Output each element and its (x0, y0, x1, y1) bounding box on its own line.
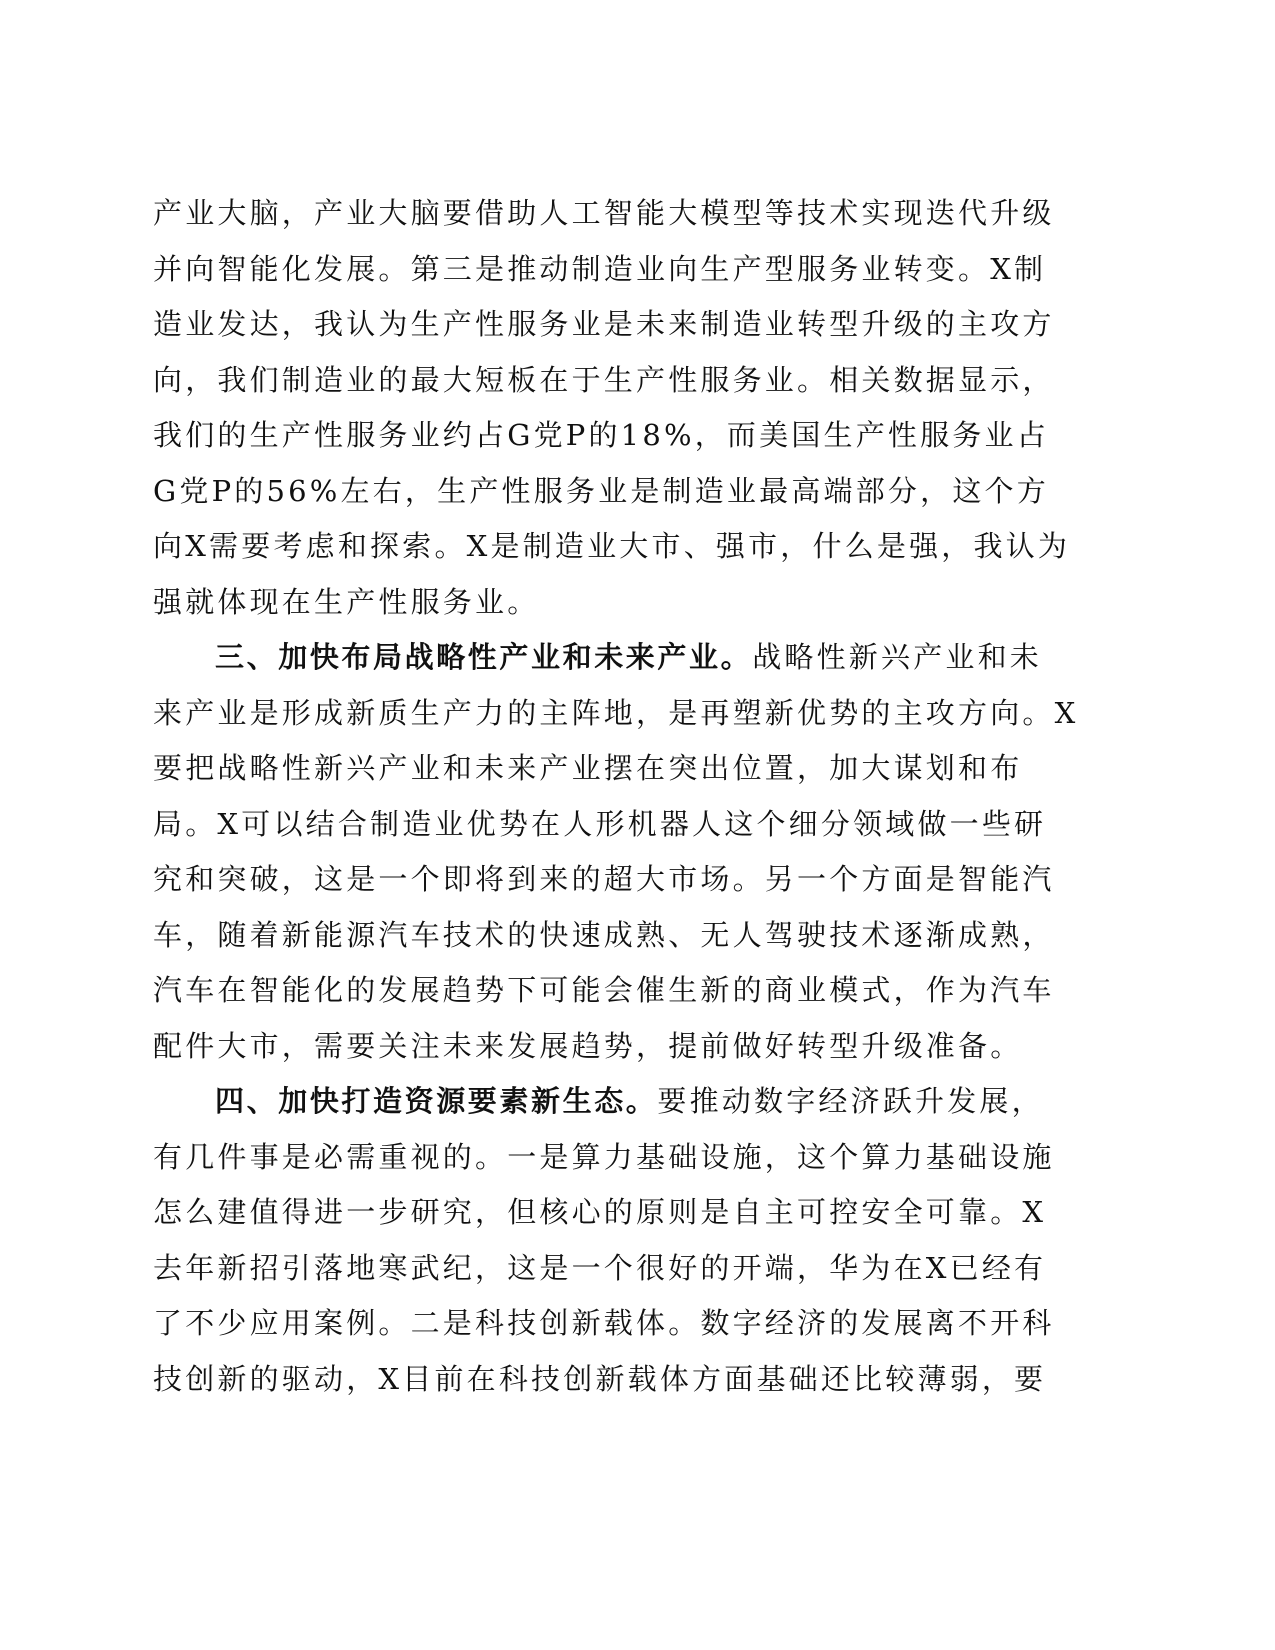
text-line: 产业大脑，产业大脑要借助人工智能大模型等技术实现迭代升级 (153, 196, 1055, 230)
section-heading-strategic-industries: 三、加快布局战略性产业和未来产业。 (215, 640, 753, 674)
text-line: 并向智能化发展。第三是推动制造业向生产型服务业转变。X制 (153, 251, 1047, 286)
text-line: 向，我们制造业的最大短板在于生产性服务业。相关数据显示， (153, 362, 1055, 397)
text-line: G党P的56%左右，生产性服务业是制造业最高端部分，这个方 (153, 473, 1049, 508)
text-line: 究和突破，这是一个即将到来的超大市场。另一个方面是智能汽 (153, 862, 1055, 896)
text-line: 向X需要考虑和探索。X是制造业大市、强市，什么是强，我认为 (153, 529, 1071, 563)
paragraph-strategic-industries (153, 630, 1098, 1074)
text-line: 配件大市，需要关注未来发展趋势，提前做好转型升级准备。 (153, 1028, 1023, 1063)
text-line: 怎么建值得进一步研究，但核心的原则是自主可控安全可靠。X (153, 1195, 1047, 1229)
text-line: 强就体现在生产性服务业。 (153, 584, 540, 619)
text-line: 造业发达，我认为生产性服务业是未来制造业转型升级的主攻方 (153, 307, 1055, 341)
text-run: 战略性新兴产业和未 (752, 640, 1043, 674)
text-run: 要推动数字经济跃升发展， (657, 1084, 1044, 1118)
section-heading-resource-ecosystem: 四、加快打造资源要素新生态。 (215, 1084, 658, 1118)
paragraph-productive-services (153, 186, 1098, 630)
text-line: 车，随着新能源汽车技术的快速成熟、无人驾驶技术逐渐成熟， (153, 917, 1055, 952)
text-line: 技创新的驱动，X目前在科技创新载体方面基础还比较薄弱，要 (153, 1361, 1047, 1396)
text-line: 去年新招引落地寒武纪，这是一个很好的开端，华为在X已经有 (153, 1250, 1047, 1285)
text-line: 了不少应用案例。二是科技创新载体。数字经济的发展离不开科 (153, 1306, 1055, 1340)
text-line: 来产业是形成新质生产力的主阵地，是再塑新优势的主攻方向。X (153, 695, 1079, 730)
text-line: 汽车在智能化的发展趋势下可能会催生新的商业模式，作为汽车 (153, 973, 1055, 1007)
text-line: 要把战略性新兴产业和未来产业摆在突出位置，加大谋划和布 (153, 751, 1023, 785)
text-line (153, 630, 1098, 686)
text-line: 局。X可以结合制造业优势在人形机器人这个细分领域做一些研 (153, 806, 1047, 841)
text-line: 我们的生产性服务业约占G党P的18%，而美国生产性服务业占 (153, 418, 1049, 452)
paragraph-resource-ecosystem (153, 1074, 1098, 1407)
document-body (153, 186, 1098, 1407)
text-line (153, 1074, 1098, 1130)
text-line: 有几件事是必需重视的。一是算力基础设施，这个算力基础设施 (153, 1139, 1055, 1174)
